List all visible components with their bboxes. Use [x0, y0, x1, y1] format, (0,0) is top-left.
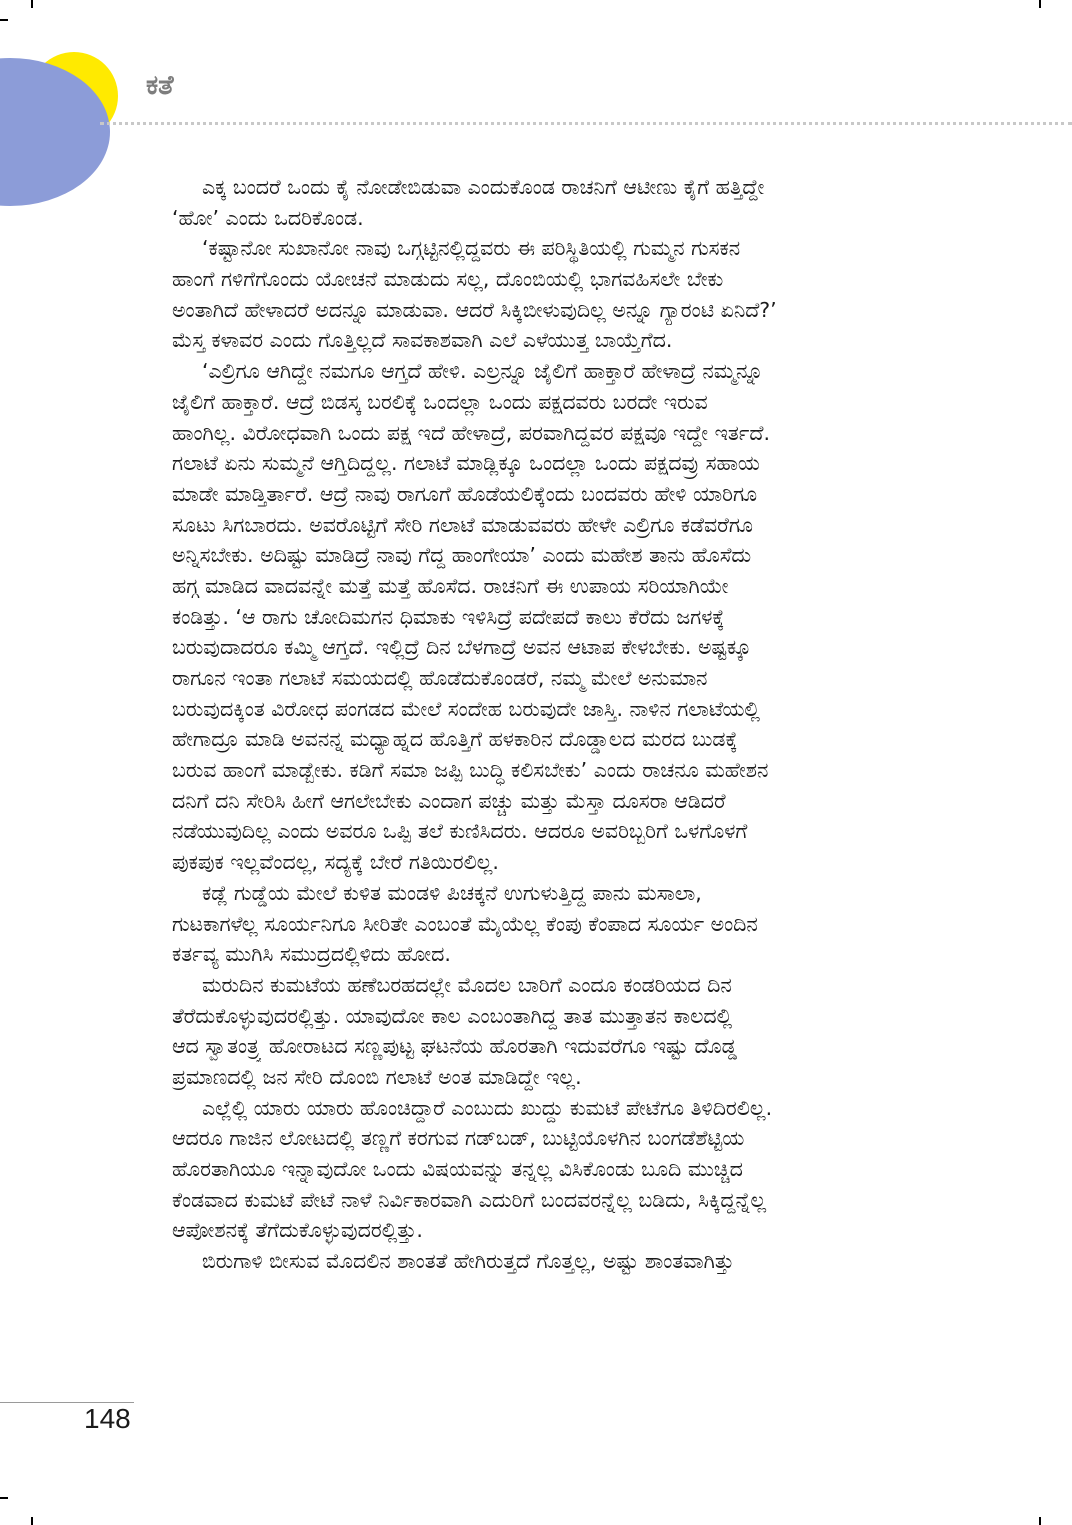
text-line: ಕಡ್ಲೆ ಗುಡ್ಡೆಯ ಮೇಲೆ ಕುಳಿತ ಮಂಡಳಿ ಪಿಚಕ್ಕನೆ ಉಗುಳುತ್ತಿದ್ದ ಪಾನು ಮಸಾಲಾ, [202, 880, 702, 905]
text-line: ಗುಟಕಾಗಳೆಲ್ಲ ಸೂರ್ಯನಿಗೂ ಸೀರಿತೇ ಎಂಬಂತೆ ಮೈಯೆಲ್ಲ ಕೆಂಪು ಕೆಂಪಾದ ಸೂರ್ಯ ಅಂದಿನ [172, 911, 758, 936]
crop-mark-bottom-left-h [0, 1497, 8, 1499]
text-line: ದನಿಗೆ ದನಿ ಸೇರಿಸಿ ಹೀಗೆ ಆಗಲೇಬೇಕು ಎಂದಾಗ ಪಚ್ಚು ಮತ್ತು ಮೆಸ್ತಾ ದೂಸರಾ ಆಡಿದರೆ [172, 788, 726, 813]
text-line: ಗಲಾಟೆ ಏನು ಸುಮ್ಮನೆ ಆಗ್ತಿದಿದ್ದಲ್ಲ. ಗಲಾಟೆ ಮಾಡ್ಲಿಕ್ಕೂ ಒಂದಲ್ಲಾ ಒಂದು ಪಕ್ಷದವ್ರು ಸಹಾಯ [172, 451, 760, 476]
story-text [172, 172, 944, 1277]
text-line: ಕೆಂಡವಾದ ಕುಮಟೆ ಪೇಟೆ ನಾಳೆ ನಿರ್ವಿಕಾರವಾಗಿ ಎದುರಿಗೆ ಬಂದವರನ್ನೆಲ್ಲ ಬಡಿದು, ಸಿಕ್ಕಿದ್ದನ್ನೆಲ್ಲ [172, 1187, 767, 1212]
section-title: ಕತೆ [146, 70, 174, 101]
dotted-rule [100, 122, 1072, 125]
text-line: ಬರುವುದಾದರೂ ಕಮ್ಮಿ ಆಗ್ತದೆ. ಇಲ್ಲಿದ್ರೆ ದಿನ ಬೆಳಗಾದ್ರೆ ಅವನ ಆಟಾಪ ಕೇಳಬೇಕು. ಅಷ್ಟಕ್ಕೂ [172, 635, 752, 660]
crop-mark-top-right-v [1039, 0, 1041, 8]
text-line: ಕಂಡಿತ್ತು. ‘ಆ ರಾಗು ಚೋದಿಮಗನ ಧಿಮಾಕು ಇಳಿಸಿದ್ರೆ ಪದೇಪದೆ ಕಾಲು ಕೆರೆದು ಜಗಳಕ್ಕೆ [172, 604, 725, 629]
text-line: ರಾಗೂನ ಇಂತಾ ಗಲಾಟೆ ಸಮಯದಲ್ಲಿ ಹೊಡೆದುಕೊಂಡರೆ, ನಮ್ಮ ಮೇಲೆ ಅನುಮಾನ [172, 666, 708, 690]
text-line: ತೆರೆದುಕೊಳ್ಳುವುದರಲ್ಲಿತ್ತು. ಯಾವುದೋ ಕಾಲ ಎಂಬಂತಾಗಿದ್ದ ತಾತ ಮುತ್ತಾತನ ಕಾಲದಲ್ಲಿ [172, 1003, 733, 1028]
text-line: ಮಾಡೇ ಮಾಡ್ತಿರ್ತಾರೆ. ಆದ್ರೆ ನಾವು ರಾಗೂಗೆ ಹೊಡೆಯಲಿಕ್ಕೆಂದು ಬಂದವರು ಹೇಳಿ ಯಾರಿಗೂ [172, 481, 758, 506]
text-line: ಬರುವುದಕ್ಕಿಂತ ವಿರೋಧ ಪಂಗಡದ ಮೇಲೆ ಸಂದೇಹ ಬರುವುದೇ ಜಾಸ್ತಿ. ನಾಳಿನ ಗಲಾಟೆಯಲ್ಲಿ [172, 696, 760, 721]
text-line: ಜೈಲಿಗೆ ಹಾಕ್ತಾರೆ. ಆದ್ರೆ ಬಿಡಸ್ಕ ಬರಲಿಕ್ಕೆ ಒಂದಲ್ಲಾ ಒಂದು ಪಕ್ಷದವರು ಬರದೇ ಇರುವ [172, 389, 708, 414]
text-line: ನಡೆಯುವುದಿಲ್ಲ ಎಂದು ಅವರೂ ಒಪ್ಪಿ ತಲೆ ಕುಣಿಸಿದರು. ಆದರೂ ಅವರಿಬ್ಬರಿಗೆ ಒಳಗೊಳಗೆ [172, 819, 748, 844]
crop-mark-top-left-v [31, 0, 33, 8]
text-line: ಆದರೂ ಗಾಜಿನ ಲೋಟದಲ್ಲಿ ತಣ್ಣಗೆ ಕರಗುವ ಗಡ್‌ಬಡ್, ಬುಟ್ಟಿಯೊಳಗಿನ ಬಂಗಡೆಶೆಟ್ಟಿಯ [172, 1126, 745, 1151]
text-line: ಹಾಂಗಿಲ್ಲ. ವಿರೋಧವಾಗಿ ಒಂದು ಪಕ್ಷ ಇದೆ ಹೇಳಾದ್ರೆ, ಪರವಾಗಿದ್ದವರ ಪಕ್ಷವೂ ಇದ್ದೇ ಇರ್ತದೆ. [172, 420, 770, 445]
text-line: ಹಾಂಗೆ ಗಳಿಗೆಗೊಂದು ಯೋಚನೆ ಮಾಡುದು ಸಲ್ಲ, ದೊಂಬಿಯಲ್ಲಿ ಭಾಗವಹಿಸಲೇ ಬೇಕು [172, 267, 724, 292]
crop-mark-top-left-h [0, 19, 8, 21]
text-line: ಎಕ್ಕ ಬಂದರೆ ಒಂದು ಕೈ ನೋಡೇಬಿಡುವಾ ಎಂದುಕೊಂಡ ರಾಚನಿಗೆ ಆಟೀಣು ಕೈಗೆ ಹತ್ತಿದ್ದೇ [202, 175, 765, 199]
text-line: ‘ಎಲ್ರಿಗೂ ಆಗಿದ್ದೇ ನಮಗೂ ಆಗ್ತದೆ ಹೇಳಿ. ಎಲ್ರನ್ನೂ ಜೈಲಿಗೆ ಹಾಕ್ತಾರೆ ಹೇಳಾದ್ರೆ ನಮ್ಮನ್ನೂ [202, 359, 764, 384]
text-line: ಪ್ರಮಾಣದಲ್ಲಿ ಜನ ಸೇರಿ ದೊಂಬಿ ಗಲಾಟೆ ಅಂತ ಮಾಡಿದ್ದೇ ಇಲ್ಲ. [172, 1064, 582, 1089]
text-line: ಮರುದಿನ ಕುಮಟೆಯ ಹಣೆಬರಹದಲ್ಲೇ ಮೊದಲ ಬಾರಿಗೆ ಎಂದೂ ಕಂಡರಿಯದ ದಿನ [202, 972, 732, 997]
text-line: ಎಲ್ಲೆಲ್ಲಿ ಯಾರು ಯಾರು ಹೊಂಚಿದ್ದಾರೆ ಎಂಬುದು ಖುದ್ದು ಕುಮಟೆ ಪೇಟೆಗೂ ತಿಳಿದಿರಲಿಲ್ಲ. [202, 1095, 773, 1120]
text-line: ಅನ್ನಿಸಬೇಕು. ಅದಿಷ್ಟು ಮಾಡಿದ್ರೆ ನಾವು ಗೆದ್ದ ಹಾಂಗೇಯಾ’ ಎಂದು ಮಹೇಶ ತಾನು ಹೊಸೆದು [172, 543, 752, 568]
text-line: ಪುಕಪುಕ ಇಲ್ಲವೆಂದಲ್ಲ, ಸದ್ಯಕ್ಕೆ ಬೇರೆ ಗತಿಯಿರಲಿಲ್ಲ. [172, 850, 499, 875]
text-line: ಬರುವ ಹಾಂಗೆ ಮಾಡ್ಬೇಕು. ಕಡಿಗೆ ಸಮಾ ಜಪ್ಪಿ ಬುದ್ಧಿ ಕಲಿಸಬೇಕು’ ಎಂದು ರಾಚನೂ ಮಹೇಶನ [172, 758, 769, 783]
text-line: ‘ಕಷ್ಟಾನೋ ಸುಖಾನೋ ನಾವು ಒಗ್ಗಟ್ಟಿನಲ್ಲಿದ್ದವರು ಈ ಪರಿಸ್ಥಿತಿಯಲ್ಲಿ ಗುಮ್ಮನ ಗುಸಕನ [202, 236, 741, 261]
text-line: ಹೇಗಾದ್ರೂ ಮಾಡಿ ಅವನನ್ನ ಮಧ್ಯಾಹ್ನದ ಹೊತ್ತಿಗೆ ಹಳಕಾರಿನ ದೊಡ್ಡಾಲದ ಮರದ ಬುಡಕ್ಕೆ [172, 727, 738, 752]
text-line: ಆಪೋಶನಕ್ಕೆ ತೆಗೆದುಕೊಳ್ಳುವುದರಲ್ಲಿತ್ತು. [172, 1218, 423, 1243]
crop-mark-bottom-left-v [31, 1517, 33, 1525]
page-number: 148 [84, 1403, 131, 1434]
text-line: ಹಗ್ಗ ಮಾಡಿದ ವಾದವನ್ನೇ ಮತ್ತೆ ಮತ್ತೆ ಹೊಸೆದ. ರಾಚನಿಗೆ ಈ ಉಪಾಯ ಸರಿಯಾಗಿಯೇ [172, 573, 729, 598]
text-line: ‘ಹೋ’ ಎಂದು ಒದರಿಕೊಂಡ. [172, 205, 364, 230]
text-line: ಆದ ಸ್ವಾತಂತ್ರ್ಯ ಹೋರಾಟದ ಸಣ್ಣಪುಟ್ಟ ಘಟನೆಯ ಹೊರತಾಗಿ ಇದುವರೆಗೂ ಇಷ್ಟು ದೊಡ್ಡ [172, 1034, 737, 1059]
text-line: ಸೂಟು ಸಿಗಬಾರದು. ಅವರೊಟ್ಟಿಗೆ ಸೇರಿ ಗಲಾಟೆ ಮಾಡುವವರು ಹೇಳೇ ಎಲ್ರಿಗೂ ಕಡೆವರೆಗೂ [172, 512, 753, 537]
text-line: ಅಂತಾಗಿದೆ ಹೇಳಾದರೆ ಅದನ್ನೂ ಮಾಡುವಾ. ಆದರೆ ಸಿಕ್ಕಿಬೀಳುವುದಿಲ್ಲ ಅನ್ನೂ ಗ್ಯಾರಂಟಿ ಏನಿದೆ?’ [172, 297, 777, 322]
text-line: ಕರ್ತವ್ಯ ಮುಗಿಸಿ ಸಮುದ್ರದಲ್ಲಿಳಿದು ಹೋದ. [172, 942, 451, 967]
text-line: ಬಿರುಗಾಳಿ ಬೀಸುವ ಮೊದಲಿನ ಶಾಂತತೆ ಹೇಗಿರುತ್ತದೆ ಗೊತ್ತಲ್ಲ, ಅಷ್ಟು ಶಾಂತವಾಗಿತ್ತು [202, 1249, 734, 1274]
text-line: ಹೊರತಾಗಿಯೂ ಇನ್ನಾವುದೋ ಒಂದು ವಿಷಯವನ್ನು ತನ್ನಲ್ಲ ವಿಸಿಕೊಂಡು ಬೂದಿ ಮುಚ್ಚಿದ [172, 1157, 743, 1181]
text-line: ಮೆಸ್ತ ಕಳಾವರ ಎಂದು ಗೊತ್ತಿಲ್ಲದೆ ಸಾವಕಾಶವಾಗಿ ಎಲೆ ಎಳೆಯುತ್ತ ಬಾಯ್ತೆಗೆದ. [172, 328, 673, 353]
crop-mark-bottom-right-v [1039, 1517, 1041, 1525]
